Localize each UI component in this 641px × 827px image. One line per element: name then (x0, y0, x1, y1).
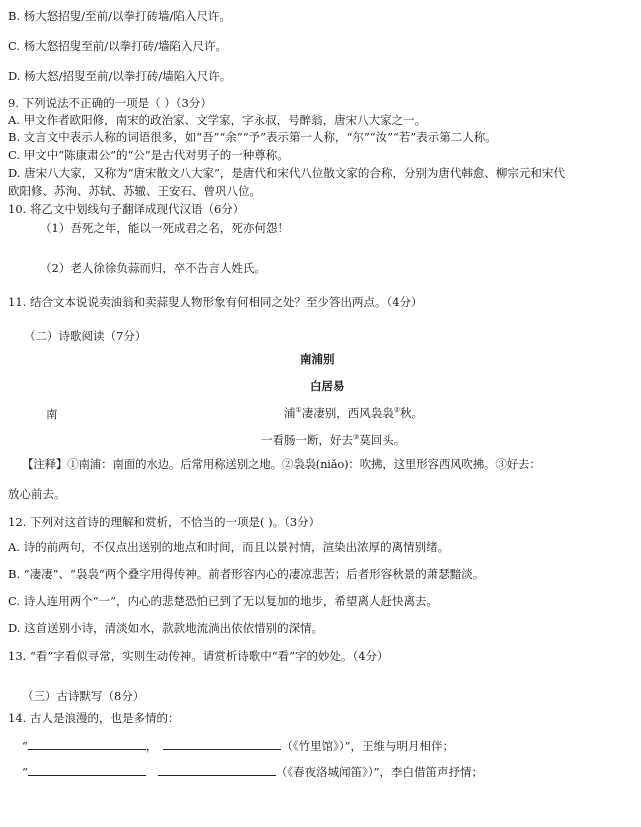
poem-line-1-b: 凄凄别，西风袅袅 (301, 405, 394, 420)
source-2: （《春夜洛城闻笛》）”，李白借笛声抒情； (275, 765, 484, 779)
blank-1[interactable] (28, 738, 146, 750)
source-1: （《竹里馆》）”，王维与明月相伴； (281, 739, 455, 753)
q14-fill-line-1 (22, 738, 454, 754)
q10-item-1: （1）吾死之年，能以一死成君之名，死亦何怨！ (40, 221, 289, 235)
blank-3[interactable] (28, 764, 146, 776)
poem-left-fragment: 南 (46, 407, 58, 421)
poem-line-1-c: 秋。 (400, 405, 424, 420)
poem-line-2-b: 莫回头。 (359, 432, 406, 447)
open-quote-2: “ (22, 765, 28, 779)
q8-option-b: B. 杨大怒招叟/至前/以拳打砖墙/陷入尺许。 (8, 9, 231, 23)
q12-option-a: A. 诗的前两句，不仅点出送别的地点和时间，而且以景衬情，渲染出浓厚的离情别绪。 (8, 540, 450, 554)
poem-notes-line-1: 【注释】①南浦：南面的水边。后常用称送别之地。②袅袅(niǎo)：吹拂，这里形容西风吹拂。③好去： (22, 457, 541, 471)
q11-stem: 11. 结合文本说说卖油翁和卖蒜叟人物形象有何相同之处？至少答出两点。（4分） (8, 295, 423, 309)
note-marker-1: ① (295, 406, 302, 414)
poem-title: 南浦别 (300, 352, 335, 366)
q12-stem: 12. 下列对这首诗的理解和赏析，不恰当的一项是( )。（3分） (8, 515, 321, 529)
q9-option-b: B. 文言文中表示人称的词语很多，如“吾”“余”“予”表示第一人称，“尔”“汝”“若”表示第二人称。 (8, 130, 497, 144)
section2-heading: （二）诗歌阅读（7分） (24, 329, 147, 343)
q9-option-c: C. 甲文中“陈康肃公”的“公”是古代对男子的一种尊称。 (8, 148, 289, 162)
blank-2[interactable] (163, 738, 281, 750)
q9-option-d-cont: 欧阳修、苏洵、苏轼、苏辙、王安石、曾巩八位。 (8, 184, 261, 198)
comma-1: ， (145, 739, 158, 753)
poem-notes-line-2: 放心前去。 (8, 487, 66, 501)
q10-stem: 10. 将乙文中划线句子翻译成现代汉语（6分） (8, 202, 245, 216)
q12-option-b: B. “凄凄”、“袅袅”两个叠字用得传神。前者形容内心的凄凉悲苦；后者形容秋景的萧瑟黯淡。 (8, 567, 485, 581)
q9-option-a: A. 甲文作者欧阳修，南宋的政治家、文学家，字永叔，号醉翁，唐宋八大家之一。 (8, 113, 427, 127)
note-marker-3: ③ (353, 433, 360, 441)
q13-stem: 13. “看”字看似寻常，实则生动传神。请赏析诗歌中“看”字的妙处。（4分） (8, 649, 389, 663)
blank-4[interactable] (158, 764, 276, 776)
q9-option-d: D. 唐宋八大家，又称为“唐宋散文八大家”，是唐代和宋代八位散文家的合称，分别为唐代韩愈、柳宗元和宋代 (8, 166, 565, 180)
poem-line-2-a: 一看肠一断，好去 (261, 432, 353, 447)
q10-item-2: （2）老人徐徐负蒜而归，卒不告言人姓氏。 (40, 261, 266, 275)
q12-option-d: D. 这首送别小诗，清淡如水，款款地流淌出依依惜别的深情。 (8, 621, 324, 635)
open-quote-1: “ (22, 739, 28, 753)
q14-stem: 14. 古人是浪漫的，也是多情的： (8, 711, 180, 725)
poem-line-1 (284, 406, 423, 421)
q8-option-c: C. 杨大怒招叟至前/以拳打砖/墙陷入尺许。 (8, 39, 227, 53)
section3-heading: （三）古诗默写（8分） (22, 689, 145, 703)
note-marker-2: ② (393, 406, 401, 414)
poem-line-1-a: 浦 (284, 405, 296, 420)
poem-line-2 (261, 433, 405, 448)
poem-author: 白居易 (310, 379, 345, 393)
q12-option-c: C. 诗人连用两个“一”，内心的悲楚恐怕已到了无以复加的地步，希望离人赶快离去。 (8, 594, 438, 608)
q14-fill-line-2 (22, 764, 483, 780)
q8-option-d: D. 杨大怒/招叟至前/以拳打砖/墙陷入尺许。 (8, 69, 232, 83)
q9-stem: 9. 下列说法不正确的一项是（ ）（3分） (8, 96, 212, 110)
